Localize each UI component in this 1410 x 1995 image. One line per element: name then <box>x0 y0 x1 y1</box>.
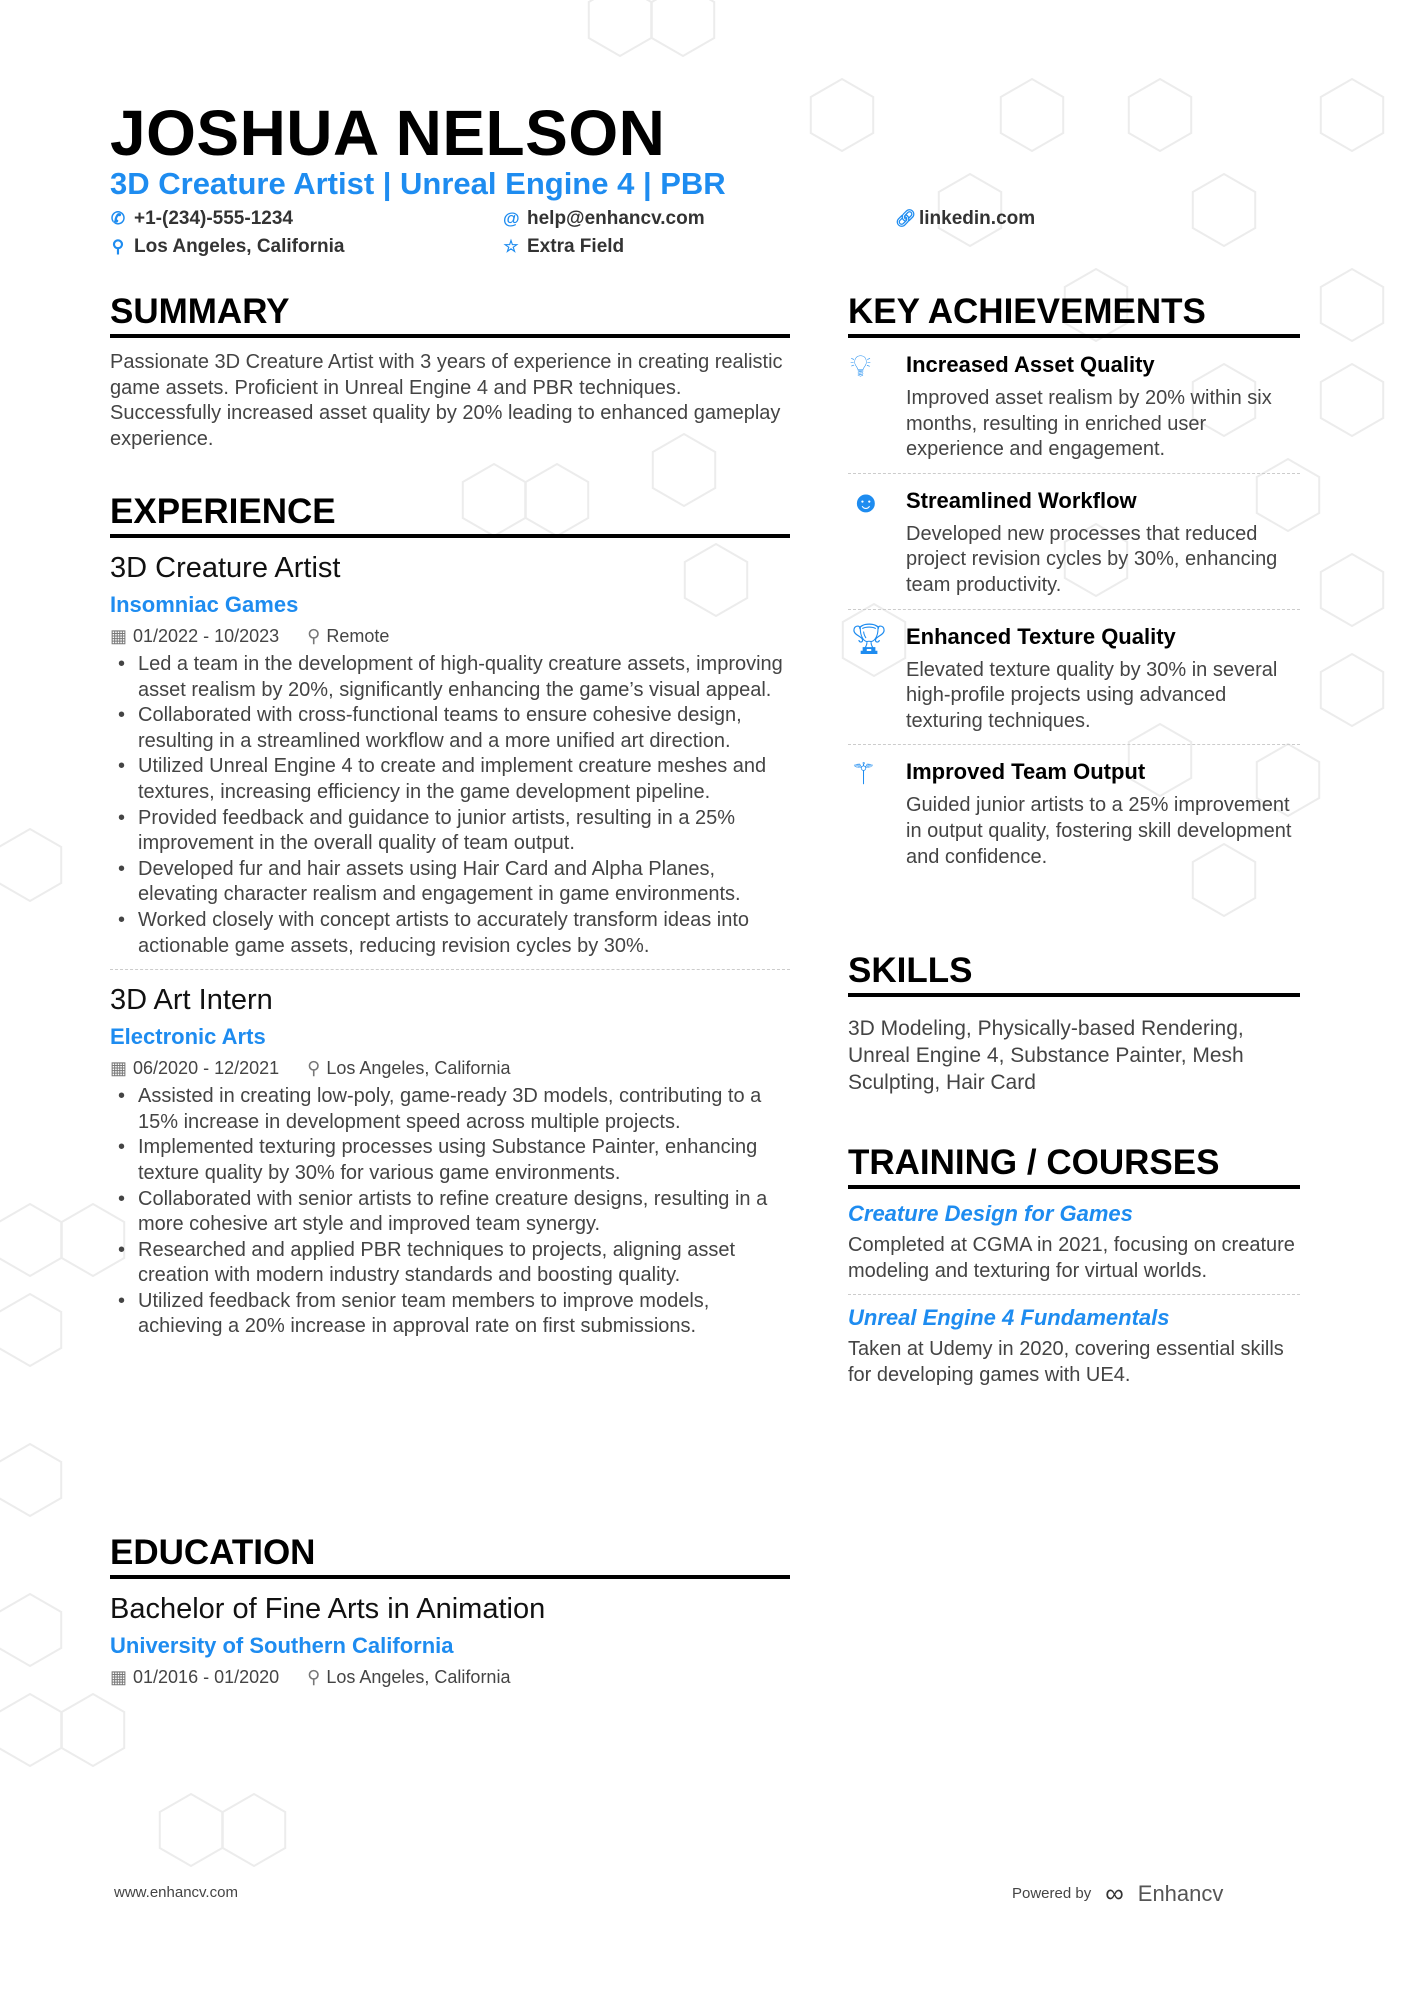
linkedin[interactable] <box>895 208 1035 230</box>
achievement-text: Improved asset realism by 20% within six months, resulting in enriched user experience and engagement. <box>906 387 1272 461</box>
education-heading: EDUCATION <box>110 1533 790 1579</box>
skills-section <box>848 951 1300 1096</box>
location-pin-icon: ⚲ <box>307 626 321 646</box>
degree: Bachelor of Fine Arts in Animation <box>110 1593 546 1625</box>
linkedin-text[interactable]: linkedin.com <box>919 208 1036 229</box>
achievement-item <box>848 338 1300 473</box>
achievement-text: Developed new processes that reduced project revision cycles by 30%, enhancing team productivity. <box>906 522 1278 596</box>
company: Electronic Arts <box>110 1024 266 1050</box>
email-text[interactable]: help@enhancv.com <box>527 208 705 229</box>
bullet-item: • Collaborated with cross-functional teams to ensure cohesive design, resulting in a streamlined workflow and a more unified art direction. <box>110 703 790 754</box>
job-dates: 01/2022 - 10/2023 <box>133 626 280 646</box>
job-location: Los Angeles, California <box>326 1058 511 1079</box>
link-icon: 🔗︎ <box>895 209 917 228</box>
experience-section <box>110 492 790 1340</box>
magic-wand-icon: ⚚ <box>850 758 877 792</box>
job-bullets <box>110 1084 790 1340</box>
company: Insomniac Games <box>110 592 299 617</box>
hexagon-shape <box>1321 554 1383 626</box>
enhancv-logo-icon: ∞ <box>1105 1878 1124 1908</box>
bullet-item: • Utilized feedback from senior team members to improve models, achieving a 20% increase in approval rate on first submissions. <box>110 1289 790 1340</box>
bullet-item: • Provided feedback and guidance to junior artists, resulting in a 25% improvement in the overall quality of team output. <box>110 806 790 857</box>
job-bullets <box>110 652 790 959</box>
candidate-name: JOSHUA NELSON <box>110 97 666 169</box>
training-section <box>848 1143 1300 1388</box>
location-text: Los Angeles, California <box>134 236 345 257</box>
location-pin-icon: ⚲ <box>307 1667 321 1687</box>
job-role: 3D Creature Artist <box>110 552 341 584</box>
bullet-item: • Researched and applied PBR techniques to projects, aligning asset creation with modern industry standards and boosting quality. <box>110 1238 790 1289</box>
extra-field <box>503 236 624 258</box>
candidate-title: 3D Creature Artist | Unreal Engine 4 | PBR <box>110 166 726 201</box>
hexagon-shape <box>0 829 61 901</box>
hexagon-shape <box>811 79 873 151</box>
experience-heading: EXPERIENCE <box>110 492 790 538</box>
course-text: Completed at CGMA in 2021, focusing on creature modeling and texturing for virtual worlds. <box>848 1234 1295 1282</box>
skills-text: 3D Modeling, Physically-based Rendering, Unreal Engine 4, Substance Painter, Mesh Sculpting, Hair Card <box>848 1017 1244 1094</box>
location <box>110 236 344 258</box>
achievement-text: Elevated texture quality by 30% in several high-profile projects using advanced texturing techniques. <box>906 658 1278 732</box>
phone <box>110 208 293 230</box>
lightbulb-icon: 💡︎ <box>850 350 871 383</box>
education-section <box>110 1533 790 1689</box>
achievement-title: Increased Asset Quality <box>906 352 1155 377</box>
hexagon-shape <box>223 1794 285 1866</box>
phone-icon: ✆ <box>110 209 126 228</box>
achievement-text: Guided junior artists to a 25% improvement in output quality, fostering skill development and confidence. <box>906 794 1292 868</box>
divider <box>848 1294 1300 1295</box>
calendar-icon: ▦ <box>110 1667 128 1687</box>
hexagon-shape <box>1321 79 1383 151</box>
divider <box>110 969 790 970</box>
hexagon-shape <box>62 1694 124 1766</box>
achievement-item <box>848 474 1300 609</box>
bullet-item: • Assisted in creating low-poly, game-ready 3D models, contributing to a 15% increase in development speed across multiple projects. <box>110 1084 790 1135</box>
job-dates: 06/2020 - 12/2021 <box>133 1058 280 1079</box>
hexagon-shape <box>589 0 651 56</box>
job-role: 3D Art Intern <box>110 984 273 1017</box>
hexagon-shape <box>1321 269 1383 341</box>
job-meta <box>110 624 790 648</box>
education-location: Los Angeles, California <box>326 1667 511 1687</box>
achievement-item <box>848 610 1300 745</box>
hexagon-shape <box>0 1444 61 1516</box>
hexagon-shape <box>0 1294 61 1366</box>
hexagon-shape <box>1321 364 1383 436</box>
achievement-title: Enhanced Texture Quality <box>906 623 1176 649</box>
summary-heading: SUMMARY <box>110 292 790 338</box>
hexagon-shape <box>0 1694 61 1766</box>
extra-text: Extra Field <box>527 236 625 257</box>
star-icon: ☆ <box>503 237 519 256</box>
hexagon-shape <box>0 1204 61 1276</box>
course-title: Unreal Engine 4 Fundamentals <box>848 1305 1170 1331</box>
bullet-item: • Collaborated with senior artists to refine creature designs, resulting in a more cohesive art style and improved team synergy. <box>110 1187 790 1238</box>
course-title: Creature Design for Games <box>848 1201 1133 1226</box>
hexagon-shape <box>1321 654 1383 726</box>
job-meta <box>110 1056 790 1080</box>
at-icon: @ <box>503 209 520 228</box>
phone-text: +1-(234)-555-1234 <box>134 208 293 229</box>
summary-section <box>110 292 790 452</box>
location-pin-icon: ⚲ <box>111 237 125 256</box>
location-pin-icon: ⚲ <box>307 1058 321 1079</box>
bullet-item: • Developed fur and hair assets using Hair Card and Alpha Planes, elevating character realism and engagement in game environments. <box>110 857 790 908</box>
achievements-heading: KEY ACHIEVEMENTS <box>848 292 1300 338</box>
powered-by: Powered by <box>1012 1885 1092 1902</box>
footer-website[interactable]: www.enhancv.com <box>114 1884 238 1901</box>
head-icon: ☻ <box>850 485 882 519</box>
course-text: Taken at Udemy in 2020, covering essential skills for developing games with UE4. <box>848 1338 1284 1386</box>
education-dates: 01/2016 - 01/2020 <box>133 1667 280 1687</box>
job-entry <box>110 550 790 959</box>
achievement-item <box>848 745 1300 880</box>
achievement-title: Improved Team Output <box>906 759 1146 785</box>
footer-branding <box>1012 1878 1223 1909</box>
hexagon-shape <box>1129 79 1191 151</box>
hexagon-shape <box>652 0 714 56</box>
job-entry <box>110 969 790 1340</box>
training-heading: TRAINING / COURSES <box>848 1143 1300 1189</box>
summary-text: Passionate 3D Creature Artist with 3 years of experience in creating realistic game assets. Proficient in Unreal Engine 4 and PBR techniques. Successfully increased asset quality by 20% leading to enhanced gameplay experience. <box>110 351 783 450</box>
school: University of Southern California <box>110 1633 454 1658</box>
bullet-item: • Utilized Unreal Engine 4 to create and implement creature meshes and textures, increasing efficiency in the game development pipeline. <box>110 754 790 805</box>
calendar-icon: ▦ <box>110 1058 128 1079</box>
bullet-item: • Implemented texturing processes using Substance Painter, enhancing texture quality by 30% for various game environments. <box>110 1135 790 1186</box>
trophy-icon: 🏆︎ <box>850 622 889 656</box>
hexagon-shape <box>1001 79 1063 151</box>
hexagon-shape <box>0 1594 61 1666</box>
bullet-item: • Led a team in the development of high-quality creature assets, improving asset realism by 20%, significantly enhancing the game’s visual appeal. <box>110 652 790 703</box>
bullet-item: • Worked closely with concept artists to accurately transform ideas into actionable game assets, reducing revision cycles by 30%. <box>110 908 790 959</box>
skills-heading: SKILLS <box>848 951 1300 997</box>
email[interactable] <box>503 208 705 230</box>
job-location: Remote <box>326 626 390 646</box>
hexagon-shape <box>1193 174 1255 246</box>
achievements-section <box>848 292 1300 880</box>
hexagon-shape <box>160 1794 222 1866</box>
calendar-icon: ▦ <box>110 626 128 646</box>
education-meta <box>110 1665 790 1689</box>
achievement-title: Streamlined Workflow <box>906 487 1137 513</box>
brand-name: Enhancv <box>1137 1880 1224 1906</box>
